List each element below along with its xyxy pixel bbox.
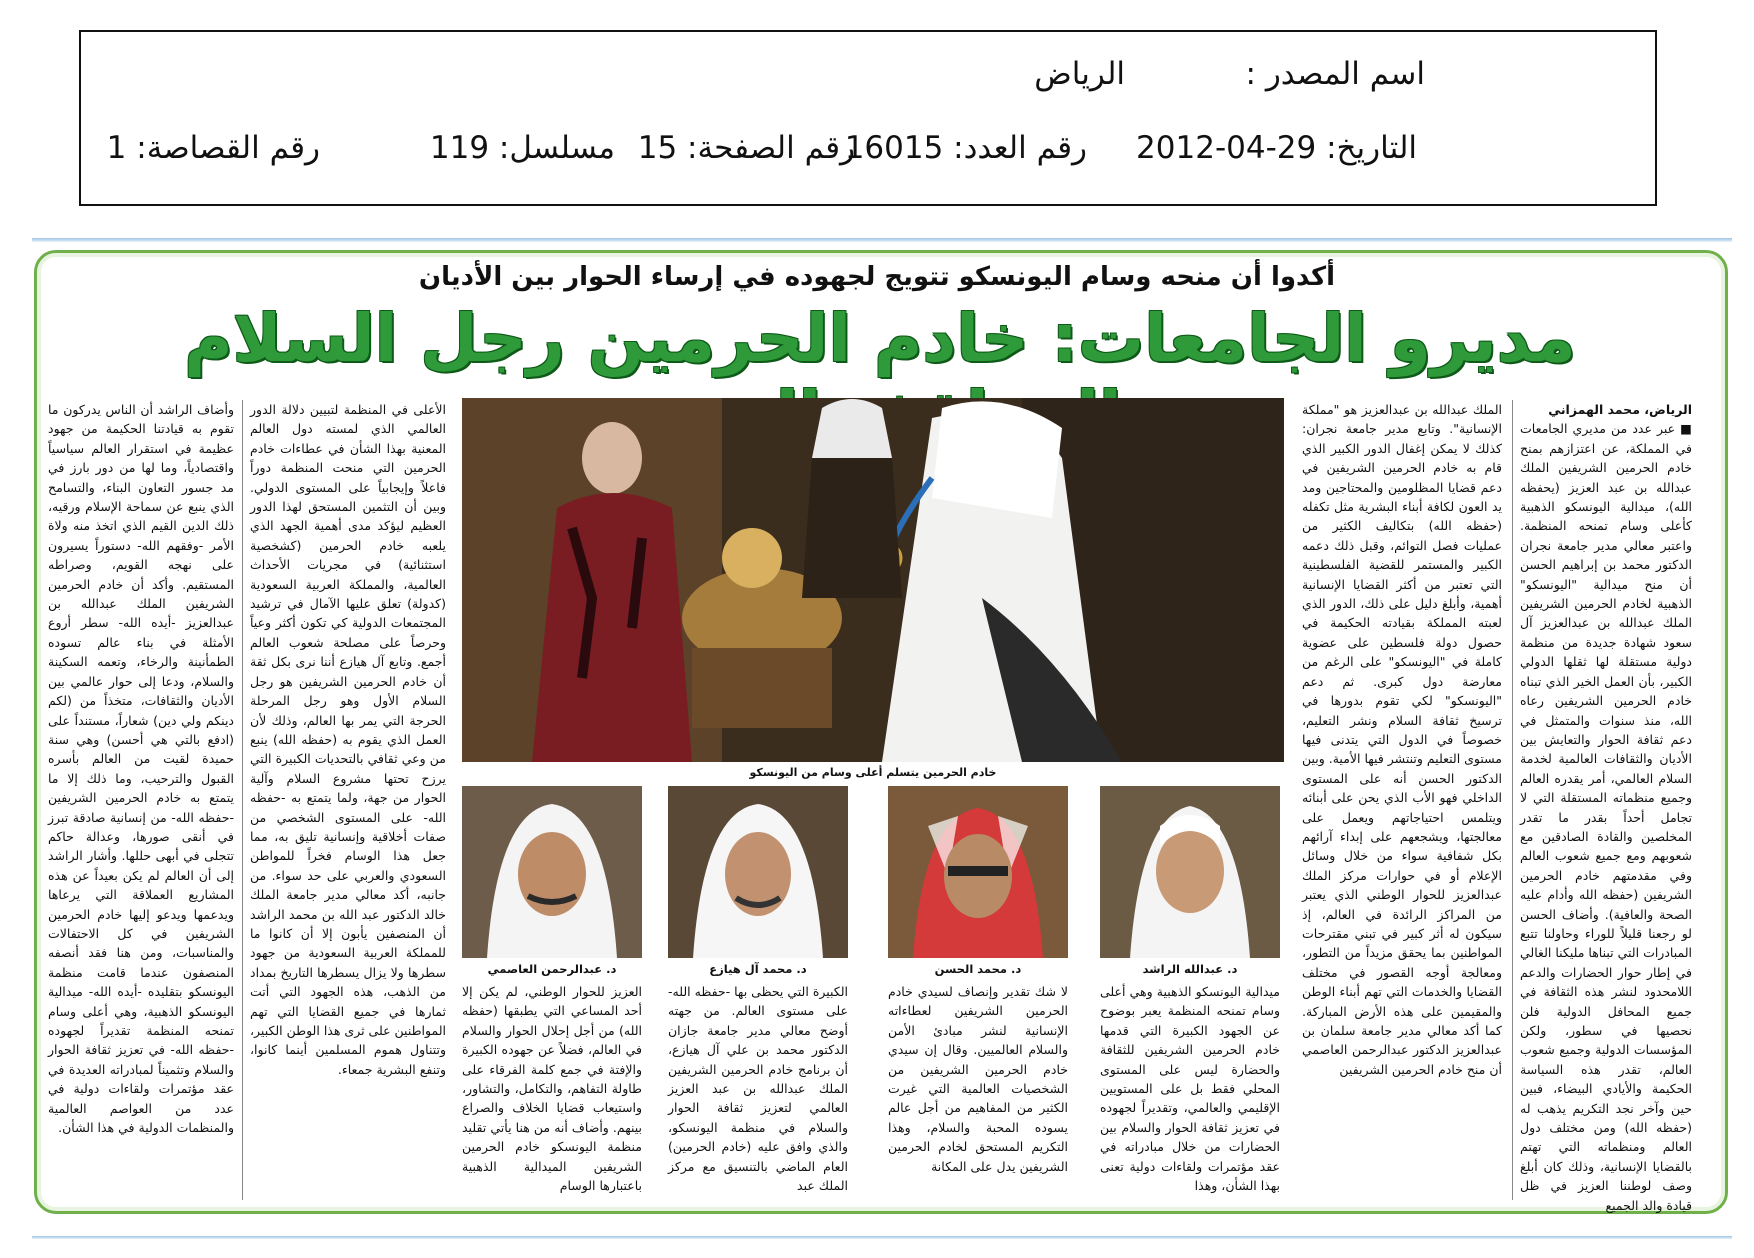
lower-column-3	[668, 982, 848, 1202]
portrait-mohammed-alhayazea	[668, 786, 848, 958]
article-column-5	[250, 400, 446, 1077]
column-rule	[1512, 400, 1513, 1200]
source-name-value: الرياض	[1034, 56, 1125, 92]
article-column-1	[1520, 400, 1692, 1213]
main-photo	[462, 398, 1284, 762]
portrait-name-4: د. عبدالرحمن العاصمي	[487, 962, 617, 976]
column-1-text: ■ عبر عدد من مديري الجامعات في المملكة، عن اعتزازهم بمنح خادم الحرمين الشريفين الملك عبدالله بن عبد العزيز (يحفظه الله)، ميدالية اليونسكو الذهبية كأعلى وسام تمنحه المنظمة. واعتبر معالي مدير جامعة نجران الدكتور محمد بن إبراهيم الحسن أن منح ميدالية "اليونسكو" الذهبية لخادم الحرمين الشريفين الملك عبدالله بن عبدالعزيز آل سعود شهادة جديدة من منظمة دولية مستقلة لها ثقلها الدولي الكبير، بأن العمل الخير الذي تبناه خادم الحرمين الشريفين رعاه الله، منذ سنوات والمتمثل في دعم ثقافة الحوار والتعايش بين الأديان والثقافات العالمية لخدمة السلام العالمي، أمر يقدره العالم وجميع منظماته المستقلة التي لا تجامل أحداً بقدر ما تقدر المخلصين والقادة الصادقين مع شعوبهم ومع جميع شعوب العالم وفي مقدمتهم خادم الحرمين الشريفين (حفظه الله وأدام عليه الصحة والعافية). وأضاف الحسن لو رجعنا قليلاً للوراء وحاولنا تتبع المبادرات التي تبناها مليكنا الغالي في إطار حوار الحضارات والدعم اللامحدود لنشر هذه الثقافة في جميع المحافل الدولية فلن نحصيها في سطور، ولكن المؤسسات الدولية وجميع شعوب العالم، تقدر هذه السياسة الحكيمة والأيادي البيضاء، فبين حين وآخر نجد التكريم يذهب له (حفظه الله) ومن مختلف دول العالم ومنظماته التي تهتم بالقضايا الإنسانية، وذلك كان أبلغ وصف لوطننا العزيز في ظل قيادة والد الجميع	[1520, 421, 1692, 1213]
column-rule	[242, 400, 243, 1200]
article-headline: مديرو الجامعات: خادم الحرمين رجل السلام	[184, 300, 1576, 377]
article-column-6	[48, 400, 234, 1200]
column-2-text: الملك عبدالله بن عبدالعزيز هو "مملكة الإنسانية". وتابع مدير جامعة نجران: كذلك لا يمكن إغفال الدور الكبير الذي قام به خادم الحرمين الشريفين في دعم قضايا المظلومين والمحتاجين ومد يد العون لكافة أبناء البشرية مثل تكفله (حفظه الله) بتكاليف الكثير من عمليات فصل التوائم، وقبل ذلك دعمه الكبير والمستمر للقضية الفلسطينية التي تعتبر من أكثر القضايا الإنسانية أهمية، وأبلغ دليل على ذلك، الدور الذي لعبته المملكة بقيادته الحكيمة في حصول دولة فلسطين على عضوية كاملة في "اليونسكو" على الرغم من معارضة دول كبرى. ثم دعم "اليونسكو" لكي تقوم بدورها في ترسيخ ثقافة السلام ونشر التعليم، خصوصاً في الدول التي يتدنى فيها مستوى التعليم وتنتشر فيها الأمية. وبين الدكتور الحسن أنه على المستوى الداخلي فهو الأب الذي يحن على أبنائه ويتلمس احتياجاتهم ويعمل على معالجتها، ويشجعهم على إبداء آرائهم بكل شفافية سواء من خلال وسائل الإعلام أو في حوارات مركز الملك عبدالعزيز للحوار الوطني الذي يعتبر من المراكز الرائدة في العالم، إذ سيكون له أثر كبير في تبني مقترحات المواطنين بما يحقق مزيداً من التطور، ومعالجة أوجه القصور في مختلف القضايا والخدمات التي تهم أبناء الوطن والمقيمين على هذه الأرض المباركة. كما أكد معالي مدير جامعة سلمان بن عبدالعزيز الدكتور عبدالرحمن العاصمي أن منح خادم الحرمين الشريفين	[1301, 402, 1502, 1077]
serial-number: مسلسل: 119	[429, 130, 615, 166]
clip-number: رقم القصاصة: 1	[106, 130, 320, 166]
photo-unesco-medal-ceremony	[462, 398, 1284, 762]
photo-caption: خادم الحرمين يتسلم أعلى وسام من اليونسكو	[749, 766, 997, 779]
portrait-mohammed-alhassan	[888, 786, 1068, 958]
column-6-text: وأضاف الراشد أن الناس يدركون ما تقوم به قيادتنا الحكيمة من جهود عظيمة في استقرار العالم سياسياً واقتصادياً، وما لها من دور بارز في مد جسور التعاون البناء، والتسامح الذي ينبع عن سماحة الإسلام ورقيه، ذلك الدين القيم الذي اتخذ منه ولاة الأمر -وفقهم الله- دستوراً يسيرون على نهجه القويم، وصراطه المستقيم. وأكد أن خادم الحرمين الشريفين الملك عبدالله بن عبدالعزيز -أيده الله- سطر أروع الأمثلة في بناء عالم تسوده الطمأنينة والرخاء، وتعمه السكينة والسلام، ودعا إلى حوار عالمي بين الأديان والثقافات، متخذاً من (لكم دينكم ولي دين) شعاراً، مستنداً على (ادفع بالتي هي أحسن) وهي سنة حميدة لقيت من العالم بأسره القبول والترحيب، وما ذلك إلا ما يتمتع به خادم الحرمين الشريفين -حفظه الله- من إنسانية صادقة تبرز في أنقى صورها، وعدالة حاكم تتجلى في أبهى حللها. وأشار الراشد إلى أن العالم لم يكن بعيداً عن هذه المشاريع العملاقة التي يرعاها ويدعمها ويدعو إليها خادم الحرمين الشريفين في كل الاحتفالات والمناسبات، ومن هنا فقد أنصفه المنصفون عندما قامت منظمة اليونسكو بتقليده -أيده الله- ميدالية اليونسكو الذهبية، وهي أعلى وسام تمنحه المنظمة تقديراً لجهوده -حفظه الله- في تعزيز ثقافة الحوار والسلام وتثميناً لمبادراته العديدة في عقد مؤتمرات ولقاءات دولية في عدد من العواصم العالمية والمنظمات الدولية في هذا الشأن.	[48, 402, 234, 1136]
portrait-name-3: د. محمد آل هيازع	[709, 962, 807, 976]
bottom-divider	[32, 1236, 1732, 1239]
article-kicker: أكدوا أن منحه وسام اليونسكو تتويج لجهوده في إرساء الحوار بين الأديان	[418, 262, 1336, 292]
source-info-box	[79, 30, 1657, 206]
column-5-text: الأعلى في المنظمة لتبيين دلالة الدور العالمي الذي لمسته دول العالم المعنية بهذا الشأن في عطاءات خادم الحرمين التي منحت المنظمة دوراً فاعلاً وإيجابياً على المستوى الدولي. وبين أن التثمين المستحق لهذا الدور العظيم ليؤكد مدى أهمية الجهد الذي يلعبه خادم الحرمين (كشخصية استثنائية) في مجريات الأحداث العالمية، والمملكة العربية السعودية (كدولة) تعلق عليها الآمال في ترشيد المجتمعات الدولية كي تكون أكثر وعياً وحرصاً على مصلحة شعوب العالم أجمع. وتابع آل هيازع أننا نرى بكل ثقة أن خادم الحرمين الشريفين هو رجل السلام الأول وهو رجل المرحلة الحرجة التي يمر بها العالم، وذلك لأن العمل الذي يقوم به (حفظه الله) ينبع من وعي ثقافي بالتحديات الكبيرة التي يرزح تحتها مشروع السلام وآلية الحوار من جهة، ولما يتمتع به -حفظه الله- على المستوى الشخصي من صفات أخلاقية وإنسانية تليق به، مما جعل هذا الوسام فخراً للمواطن السعودي والعربي على حد سواء. من جانبه، أكد معالي مدير جامعة الملك خالد الدكتور عبد الله بن محمد الراشد أن المنصفين يأبون إلا أن كانوا ما للمملكة العربية السعودية من جهود سطرها ولا يزال يسطرها التاريخ بمداد من الذهب، هذه الجهود التي أتت ثمارها في جميع القضايا التي تهم المواطنين على ثرى هذا الوطن الكبير، وتتناول هموم المسلمين أينما كانوا، وتنفع البشرية جمعاء.	[250, 402, 446, 1077]
lower-column-1	[1100, 982, 1280, 1202]
source-name-label: اسم المصدر :	[1245, 56, 1425, 92]
page-number: رقم الصفحة: 15	[637, 130, 855, 166]
lower-column-4	[462, 982, 642, 1202]
portrait-name-2: د. محمد الحسن	[934, 962, 1022, 976]
date-field: التاريخ: 29-04-2012	[1136, 130, 1417, 166]
lower-column-2	[888, 982, 1068, 1202]
portrait-name-1: د. عبدالله الراشد	[1142, 962, 1238, 976]
article-column-2	[1301, 400, 1502, 1077]
lower-column-2-text: لا شك تقدير وإنصاف لسيدي خادم الحرمين الشريفين لعطاءاته الإنسانية لنشر مبادئ الأمن والسلام العالميين. وقال إن سيدي خادم الحرمين الشريفين من الشخصيات العالمية التي غيرت الكثير من المفاهيم من أجل عالم يسوده المحبة والسلام، وهذا التكريم المستحق لخادم الحرمين الشريفين يدل على المكانة	[888, 984, 1068, 1174]
issue-number: رقم العدد: 16015	[844, 130, 1087, 166]
portrait-abdullah-alrashed	[1100, 786, 1280, 958]
article-byline: الرياض، محمد الهمزاني	[1548, 402, 1692, 417]
lower-column-3-text: الكبيرة التي يحظى بها -حفظه الله- على مستوى العالم. من جهته أوضح معالي مدير جامعة جازان الدكتور محمد بن علي آل هيازع، أن برنامج خادم الحرمين الشريفين الملك عبدالله بن عبد العزيز العالمي لتعزيز ثقافة الحوار والسلام في منظمة اليونسكو، والذي وافق عليه (خادم الحرمين) العام الماضي بالتنسيق مع مركز الملك عبد	[668, 984, 848, 1194]
top-divider	[32, 238, 1732, 242]
lower-column-4-text: العزيز للحوار الوطني، لم يكن إلا أحد المساعي التي يطبقها (حفظه الله) من أجل إحلال الحوار والسلام في العالم، فضلاً عن جهوده الكبيرة والإفتة في جمع كلمة الفرقاء على طاولة التفاهم، والتكامل، والتشاور، واستيعاب قضايا الخلاف والصراع بينهم. وأضاف أنه من هنا يأتي تقليد منظمة اليونسكو خادم الحرمين الشريفين الميدالية الذهبية باعتبارها الوسام	[462, 984, 642, 1194]
portrait-abdulrahman-alasimi	[462, 786, 642, 958]
lower-column-1-text: ميدالية اليونسكو الذهبية وهي أعلى وسام تمنحه المنظمة يعبر بوضوح عن الجهود الكبيرة التي قدمها خادم الحرمين الشريفين للثقافة والحضارة ليس على المستوى المحلي فقط بل على المستويين الإقليمي والعالمي، وتقديراً لجهوده في تعزيز ثقافة الحوار والسلام بين الحضارات من خلال مبادراته في عقد مؤتمرات ولقاءات دولية تعنى بهذا الشأن، وهذا	[1100, 984, 1280, 1194]
